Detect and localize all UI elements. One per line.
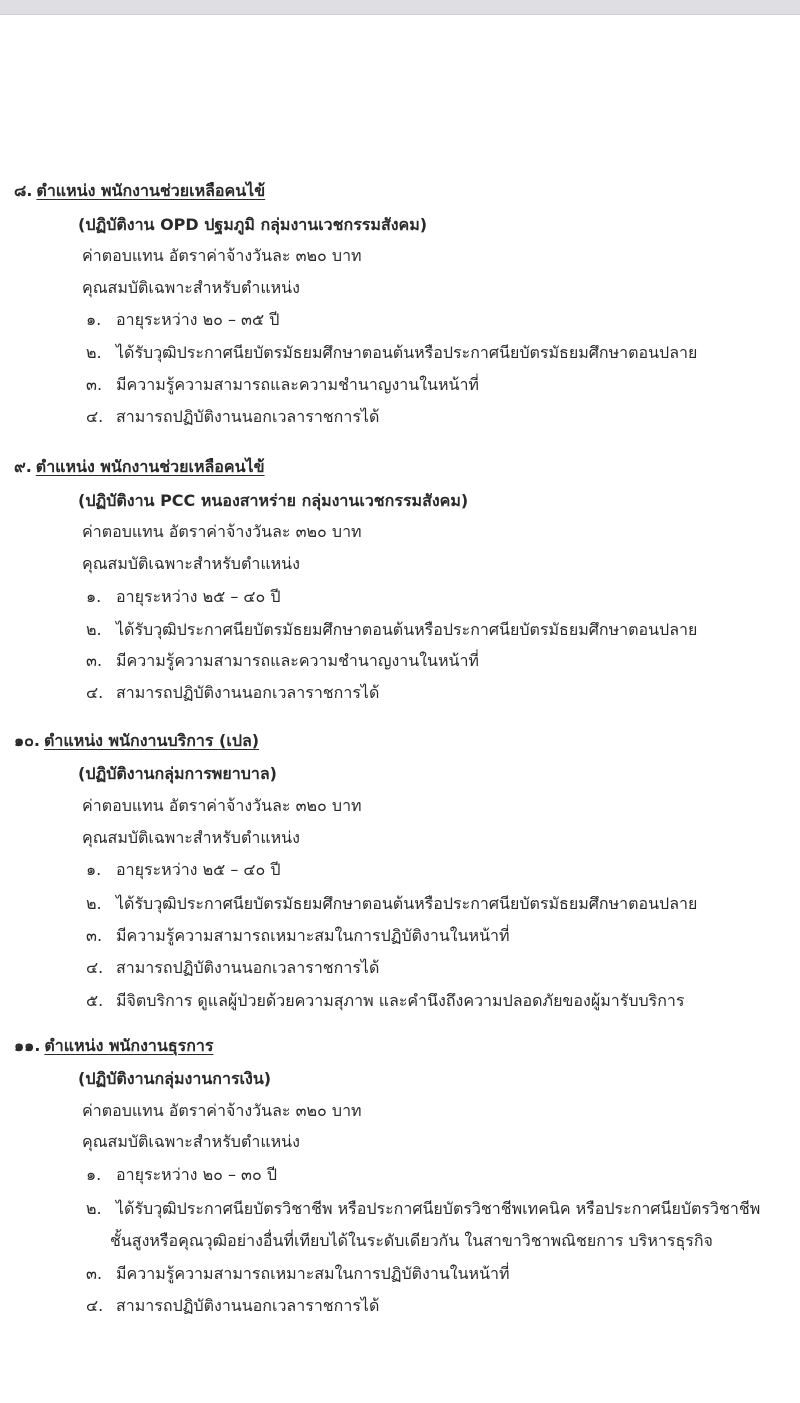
item-number: ๓. [86,375,103,394]
section-department: (ปฏิบัติงาน PCC หนองสาหร่าย กลุ่มงานเวชกรรมสังคม) [78,491,469,510]
qualification-heading: คุณสมบัติเฉพาะสำหรับตำแหน่ง [82,828,300,847]
item-text: มีความรู้ความสามารถเหมาะสมในการปฏิบัติงานในหน้าที่ [116,926,510,945]
item-number: ๓. [86,926,103,945]
qualification-item [86,921,510,951]
item-number: ๒. [86,343,102,362]
section-number: ๙. [14,457,32,476]
item-text: สามารถปฏิบัติงานนอกเวลาราชการได้ [116,958,380,977]
item-text: มีจิตบริการ ดูแลผู้ป่วยด้วยความสุภาพ และคำนึงถึงความปลอดภัยของผู้มารับบริการ [116,991,685,1010]
item-text: มีความรู้ความสามารถและความชำนาญงานในหน้าที่ [116,375,479,394]
qualification-item [86,889,697,919]
qualification-heading: คุณสมบัติเฉพาะสำหรับตำแหน่ง [82,554,300,573]
item-number: ๑. [86,310,102,329]
qualification-item [86,1291,379,1321]
qualification-item [86,1160,277,1190]
section-wage: ค่าตอบแทน อัตราค่าจ้างวันละ ๓๒๐ บาท [82,796,362,815]
qualification-item [86,305,279,335]
item-text: อายุระหว่าง ๒๐ – ๓๕ ปี [116,310,280,329]
item-text: อายุระหว่าง ๒๕ – ๔๐ ปี [116,587,281,606]
item-text: สามารถปฏิบัติงานนอกเวลาราชการได้ [116,407,380,426]
section-department: (ปฏิบัติงาน OPD ปฐมภูมิ กลุ่มงานเวชกรรมสังคม) [78,215,428,234]
item-number: ๒. [86,1199,102,1218]
section-wage: ค่าตอบแทน อัตราค่าจ้างวันละ ๓๒๐ บาท [82,1101,362,1120]
item-text: สามารถปฏิบัติงานนอกเวลาราชการได้ [116,683,380,702]
item-text: มีความรู้ความสามารถและความชำนาญงานในหน้าที่ [116,651,479,670]
item-number: ๑. [86,860,102,879]
qualification-item [86,370,479,400]
item-number: ๓. [86,1264,103,1283]
section-title: ตำแหน่ง พนักงานช่วยเหลือคนไข้ [36,181,266,200]
qualification-item [86,615,697,645]
item-text: ได้รับวุฒิประกาศนียบัตรมัธยมศึกษาตอนต้นหรือประกาศนียบัตรมัธยมศึกษาตอนปลาย [116,620,698,639]
section-wage: ค่าตอบแทน อัตราค่าจ้างวันละ ๓๒๐ บาท [82,522,362,541]
item-number: ๒. [86,620,102,639]
section-number: ๘. [14,181,33,200]
item-text: มีความรู้ความสามารถเหมาะสมในการปฏิบัติงานในหน้าที่ [116,1264,510,1283]
qualification-item [86,646,479,676]
item-number: ๔. [86,683,104,702]
section-heading [14,452,265,482]
qualification-item [86,1194,760,1224]
item-text: อายุระหว่าง ๒๕ – ๔๐ ปี [116,860,281,879]
section-wage: ค่าตอบแทน อัตราค่าจ้างวันละ ๓๒๐ บาท [82,246,362,265]
section-title: ตำแหน่ง พนักงานช่วยเหลือคนไข้ [35,457,265,476]
section-number: ๑๐. [14,731,40,750]
item-text: ได้รับวุฒิประกาศนียบัตรมัธยมศึกษาตอนต้นหรือประกาศนียบัตรมัธยมศึกษาตอนปลาย [116,343,698,362]
item-number: ๕. [86,991,104,1010]
qualification-item [86,402,379,432]
section-heading [14,176,265,206]
item-number: ๑. [86,587,102,606]
section-department: (ปฏิบัติงานกลุ่มการพยาบาล) [78,764,277,783]
qualification-item [86,986,685,1016]
qualification-item [86,678,379,708]
item-number: ๔. [86,1296,104,1315]
item-number: ๒. [86,894,102,913]
item-text: อายุระหว่าง ๒๐ – ๓๐ ปี [116,1165,277,1184]
item-number: ๔. [86,407,104,426]
qualification-item-continuation: ชั้นสูงหรือคุณวุฒิอย่างอื่นที่เทียบได้ในระดับเดียวกัน ในสาขาวิชาพณิชยการ บริหารธุรกิจ [110,1231,713,1250]
qualification-item [86,1259,510,1289]
item-text: สามารถปฏิบัติงานนอกเวลาราชการได้ [116,1296,380,1315]
qualification-item [86,953,379,983]
section-department: (ปฏิบัติงานกลุ่มงานการเงิน) [78,1069,272,1088]
section-title: ตำแหน่ง พนักงานบริการ (เปล) [44,731,260,750]
qualification-item [86,338,697,368]
section-heading [14,1031,213,1061]
qualification-item [86,582,281,612]
section-number: ๑๑. [14,1036,41,1055]
section-title: ตำแหน่ง พนักงานธุรการ [44,1036,214,1055]
item-text: ได้รับวุฒิประกาศนียบัตรมัธยมศึกษาตอนต้นหรือประกาศนียบัตรมัธยมศึกษาตอนปลาย [116,894,698,913]
qualification-item [86,855,281,885]
qualification-heading: คุณสมบัติเฉพาะสำหรับตำแหน่ง [82,1132,300,1151]
item-number: ๑. [86,1165,102,1184]
item-number: ๓. [86,651,103,670]
item-text: ได้รับวุฒิประกาศนียบัตรวิชาชีพ หรือประกาศนียบัตรวิชาชีพเทคนิค หรือประกาศนียบัตรวิชาชีพ [116,1199,761,1218]
section-heading [14,726,259,756]
item-number: ๔. [86,958,104,977]
qualification-heading: คุณสมบัติเฉพาะสำหรับตำแหน่ง [82,278,300,297]
